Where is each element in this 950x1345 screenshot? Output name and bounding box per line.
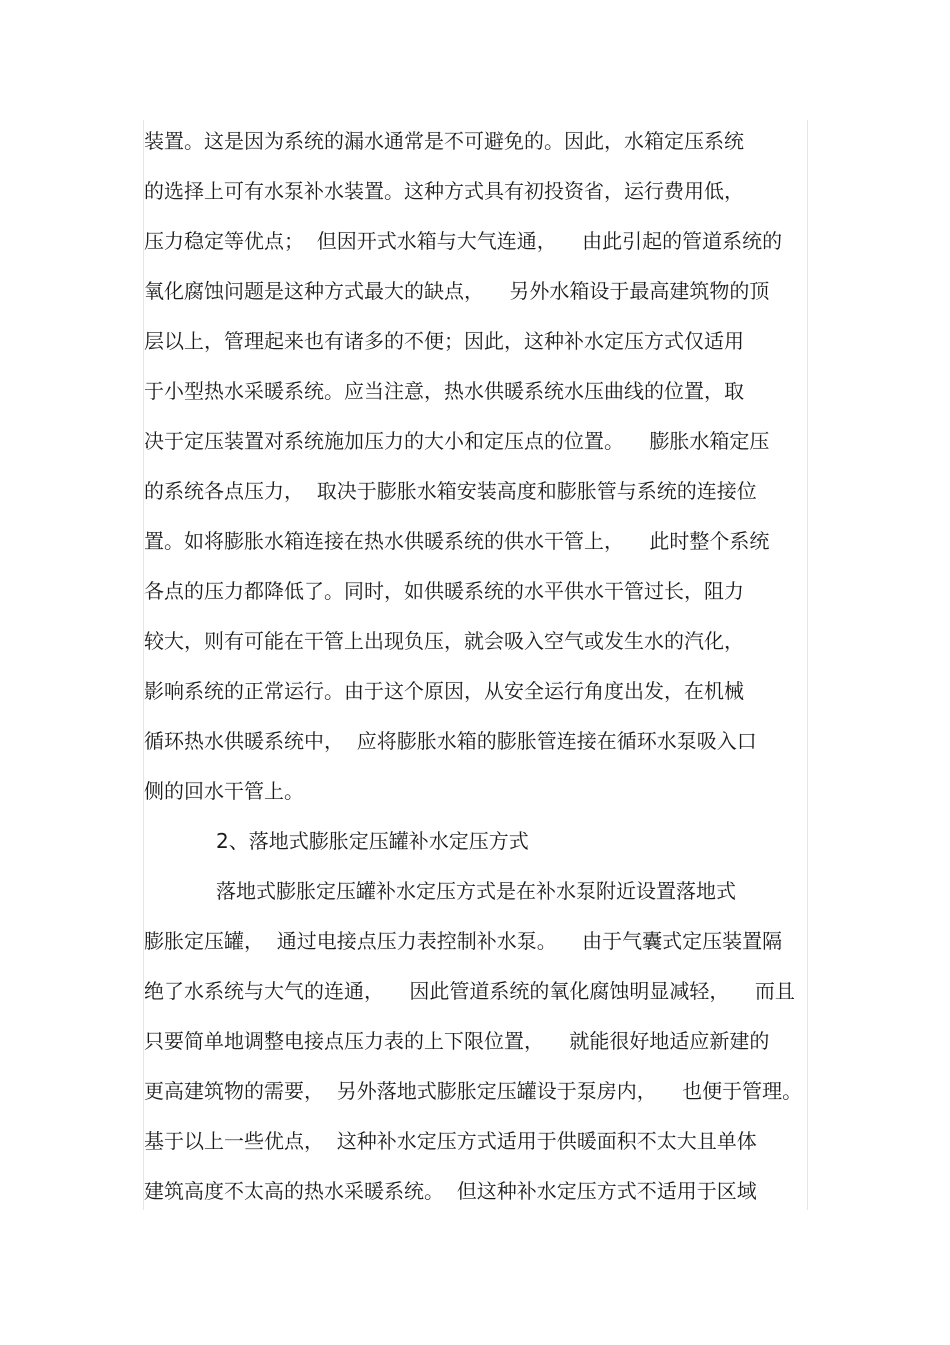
paragraph-line: 绝了水系统与大气的连通， 因此管道系统的氧化腐蚀明显减轻， 而且 bbox=[144, 979, 795, 1003]
paragraph-line: 各点的压力都降低了。同时，如供暖系统的水平供水干管过长，阻力 bbox=[144, 579, 744, 603]
paragraph-line: 决于定压装置对系统施加压力的大小和定压点的位置。 膨胀水箱定压 bbox=[144, 429, 770, 453]
paragraph-line: 膨胀定压罐， 通过电接点压力表控制补水泵。 由于气囊式定压装置隔 bbox=[144, 929, 783, 953]
paragraph-line: 于小型热水采暖系统。应当注意，热水供暖系统水压曲线的位置，取 bbox=[144, 379, 744, 403]
body-text bbox=[144, 116, 808, 1216]
paragraph-line: 氧化腐蚀问题是这种方式最大的缺点， 另外水箱设于最高建筑物的顶 bbox=[144, 279, 770, 303]
paragraph-line: 压力稳定等优点； 但因开式水箱与大气连通， 由此引起的管道系统的 bbox=[144, 229, 783, 253]
paragraph-line: 影响系统的正常运行。由于这个原因，从安全运行角度出发，在机械 bbox=[144, 679, 744, 703]
paragraph-line: 层以上，管理起来也有诸多的不便；因此，这种补水定压方式仅适用 bbox=[144, 329, 744, 353]
paragraph-line: 只要简单地调整电接点压力表的上下限位置， 就能很好地适应新建的 bbox=[144, 1029, 770, 1053]
paragraph-line: 装置。这是因为系统的漏水通常是不可避免的。因此，水箱定压系统 bbox=[144, 129, 744, 153]
paragraph-line: 落地式膨胀定压罐补水定压方式是在补水泵附近设置落地式 bbox=[216, 879, 736, 903]
paragraph-line: 较大，则有可能在干管上出现负压，就会吸入空气或发生水的汽化， bbox=[144, 629, 744, 653]
paragraph-line: 的选择上可有水泵补水装置。这种方式具有初投资省，运行费用低， bbox=[144, 179, 744, 203]
paragraph-line: 基于以上一些优点， 这种补水定压方式适用于供暖面积不太大且单体 bbox=[144, 1129, 757, 1153]
paragraph-line: 更高建筑物的需要， 另外落地式膨胀定压罐设于泵房内， 也便于管理。 bbox=[144, 1079, 803, 1103]
paragraph-line: 循环热水供暖系统中， 应将膨胀水箱的膨胀管连接在循环水泵吸入口 bbox=[144, 729, 757, 753]
paragraph-line: 建筑高度不太高的热水采暖系统。 但这种补水定压方式不适用于区域 bbox=[144, 1179, 757, 1203]
paragraph-line: 置。如将膨胀水箱连接在热水供暖系统的供水干管上， 此时整个系统 bbox=[144, 529, 770, 553]
paragraph-line: 的系统各点压力， 取决于膨胀水箱安装高度和膨胀管与系统的连接位 bbox=[144, 479, 757, 503]
section-heading: 2、落地式膨胀定压罐补水定压方式 bbox=[216, 829, 529, 853]
paragraph-line: 侧的回水干管上。 bbox=[144, 779, 304, 803]
